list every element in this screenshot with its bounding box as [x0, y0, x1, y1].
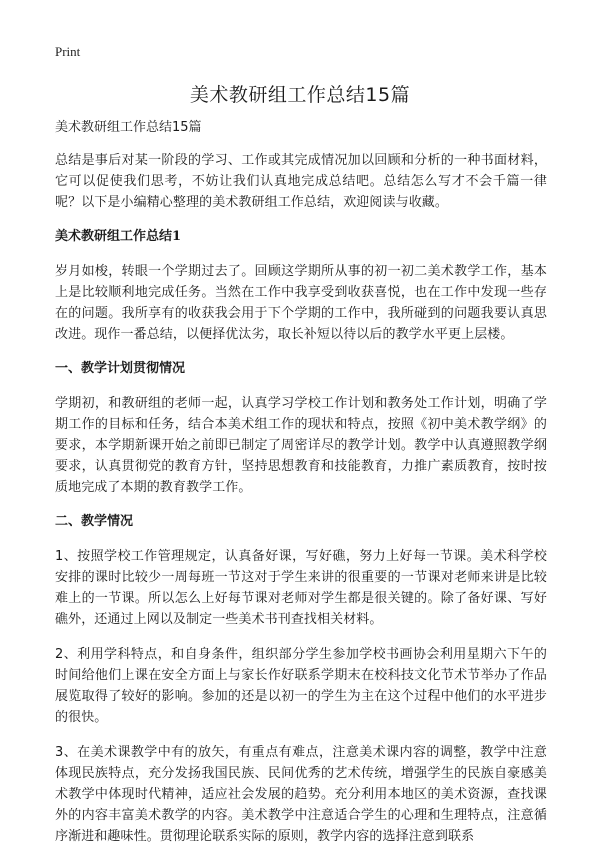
print-link[interactable]: Print	[55, 44, 81, 59]
document-body	[55, 118, 547, 861]
teaching-paragraph-2: 2、利用学科特点，和自身条件，组织部分学生参加学校书画协会利用星期六下午的时间给他们上课在安全方面上与家长作好联系学期末在校科技文化节术节举办了作品展览取得了较好的影响。参加的还是以初一的学生为主在这个过程中他们的水平进步的很快。	[55, 647, 547, 725]
teaching-heading: 二、教学情况	[55, 514, 134, 529]
intro-paragraph: 总结是事后对某一阶段的学习、工作或其完成情况加以回顾和分析的一种书面材料，它可以促使我们思考，不妨让我们认真地完成总结吧。总结怎么写才不会千篇一律呢？以下是小编精心整理的美术教研组工作总结，欢迎阅读与收藏。	[55, 153, 547, 210]
document-subtitle: 美术教研组工作总结15篇	[55, 120, 202, 135]
page-title: 美术教研组工作总结15篇	[189, 84, 411, 106]
teaching-paragraph-3: 3、在美术课教学中有的放矢，有重点有难点，注意美术课内容的调整，教学中注意体现民族特点，充分发扬我国民族、民间优秀的艺术传统，增强学生的民族自豪感美术教学中体现时代精神，适应社会发展的趋势。充分利用本地区的美术资源，查找课外的内容丰富美术教学的内容。美术教学中注意适合学生的心理和生理特点，注意循序渐进和趣味性。贯彻理论联系实际的原则，教学内容的选择注意到联系	[55, 745, 547, 844]
teaching-paragraph-1: 1、按照学校工作管理规定，认真备好课，写好礁，努力上好每一节课。美术科学校安排的课时比较少一周每班一节这对于学生来讲的很重要的一节课对老师来讲是比较难上的一节课。所以怎么上好每节课对老师对学生都是很关键的。除了备好课、写好礁外，还通过上网以及制定一些美术书刊查找相关材料。	[55, 549, 547, 627]
section-heading: 美术教研组工作总结1	[55, 229, 182, 244]
section1-paragraph: 岁月如梭，转眼一个学期过去了。回顾这学期所从事的初一初二美术教学工作，基本上是比较顺利地完成任务。当然在工作中我享受到收获喜悦，也在工作中发现一些存在的问题。我所享有的收获我会用于下个学期的工作中，我所碰到的问题我要认真思改进。现作一番总结，以便择优汰劣，取长补短以待以后的教学水平更上层楼。	[55, 264, 547, 342]
plan-heading: 一、教学计划贯彻情况	[55, 361, 186, 376]
plan-paragraph: 学期初，和教研组的老师一起，认真学习学校工作计划和教务处工作计划，明确了学期工作的目标和任务，结合本美术组工作的现状和特点，按照《初中美术教学纲》的要求，本学期新课开始之前即已制定了周密详尽的教学计划。教学中认真遵照教学纲要求，认真贯彻党的教育方针，坚持思想教育和技能教育，力推广素质教育，按时按质地完成了本期的教育教学工作。	[55, 396, 547, 495]
